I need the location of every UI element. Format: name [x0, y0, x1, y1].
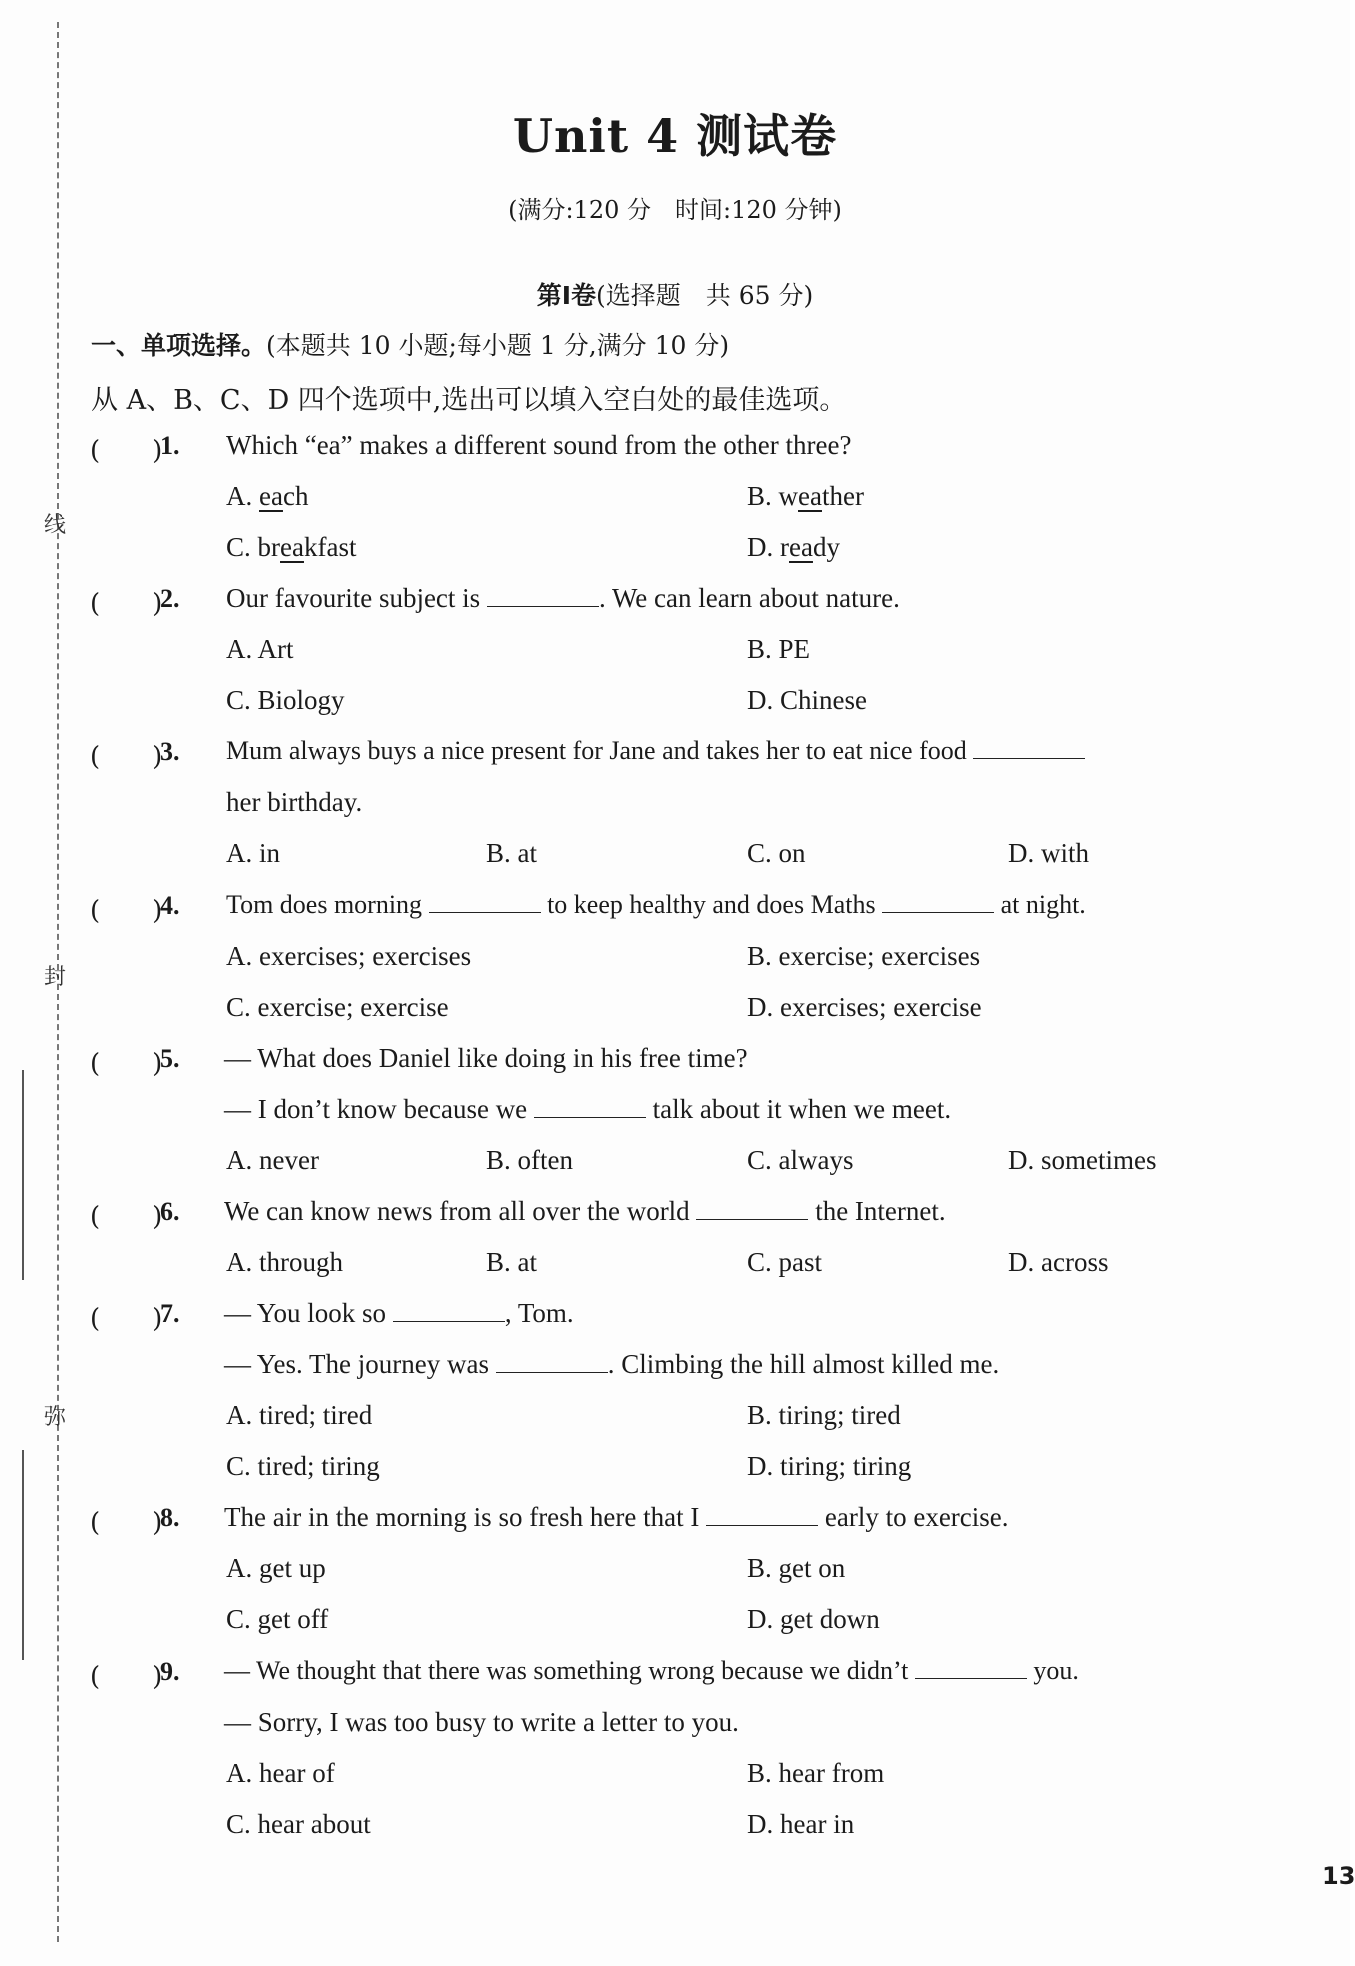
option-b[interactable]: B. tiring; tired	[747, 1400, 901, 1430]
option-c[interactable]: C. on	[747, 838, 806, 868]
question-stem: — We thought that there was something wrong because we didn’t you.	[224, 1656, 1079, 1685]
option-d[interactable]: D. hear in	[747, 1809, 855, 1839]
option-d[interactable]: D. with	[1008, 838, 1090, 868]
question-stem: — You look so , Tom.	[224, 1298, 574, 1328]
option-d[interactable]	[747, 532, 840, 563]
option-text: breakfast	[257, 532, 357, 562]
option-text: ready	[780, 532, 840, 562]
answer-paren[interactable]: ( )	[90, 1202, 163, 1232]
option-a[interactable]: A. Art	[226, 634, 294, 664]
option-c[interactable]: C. past	[747, 1247, 823, 1277]
question-stem: The air in the morning is so fresh here that I early to exercise.	[224, 1502, 1009, 1532]
option-b[interactable]: B. get on	[747, 1553, 846, 1583]
answer-paren[interactable]: ( )	[90, 1049, 163, 1079]
option-c[interactable]	[226, 532, 356, 563]
question-number: 8.	[160, 1503, 180, 1532]
option-d[interactable]: D. across	[1008, 1247, 1109, 1277]
part-label: 第Ⅰ卷	[536, 281, 597, 310]
answer-paren[interactable]: ( )	[90, 742, 163, 772]
option-letter: A.	[226, 481, 253, 511]
option-c[interactable]: C. hear about	[226, 1809, 371, 1839]
question-stem: Which “ea” makes a different sound from the other three?	[226, 430, 852, 460]
question-stem-cont: — I don’t know because we talk about it when we meet.	[224, 1094, 952, 1124]
option-c[interactable]: C. tired; tiring	[226, 1451, 380, 1481]
option-c[interactable]: C. exercise; exercise	[226, 992, 449, 1022]
option-letter: B.	[747, 481, 772, 511]
option-letter: D.	[747, 532, 774, 562]
question-stem: — What does Daniel like doing in his free time?	[224, 1043, 748, 1073]
binding-char-mi: 弥	[44, 1405, 67, 1430]
answer-blank[interactable]	[496, 1350, 608, 1373]
question-number: 4.	[160, 891, 180, 920]
question-stem: Mum always buys a nice present for Jane and takes her to eat nice food	[226, 736, 1085, 766]
option-a[interactable]: A. in	[226, 838, 281, 868]
question-stem: Our favourite subject is . We can learn about nature.	[226, 583, 900, 613]
binding-char-xian: 线	[44, 513, 67, 538]
option-b[interactable]: B. at	[486, 838, 538, 868]
question-stem-cont: — Yes. The journey was . Climbing the hill almost killed me.	[224, 1349, 1000, 1379]
answer-paren[interactable]: ( )	[90, 1508, 163, 1538]
option-c[interactable]: C. always	[747, 1145, 854, 1175]
part-note: (选择题 共 65 分)	[596, 281, 814, 310]
page-title: Unit 4 测试卷	[512, 109, 838, 163]
option-text: weather	[778, 481, 864, 511]
option-b[interactable]: B. exercise; exercises	[747, 941, 981, 971]
option-a[interactable]	[226, 481, 308, 512]
option-b[interactable]: B. at	[486, 1247, 538, 1277]
answer-paren[interactable]: ( )	[90, 896, 163, 926]
margin-rule	[22, 1070, 24, 1280]
answer-blank[interactable]	[973, 736, 1085, 759]
section-heading	[91, 326, 729, 362]
question-stem-cont: — Sorry, I was too busy to write a letter to you.	[224, 1707, 739, 1737]
option-a[interactable]: A. through	[226, 1247, 343, 1277]
option-d[interactable]: D. sometimes	[1008, 1145, 1157, 1175]
question-number: 6.	[160, 1197, 180, 1226]
question-stem-cont: her birthday.	[226, 787, 363, 817]
question-stem: Tom does morning to keep healthy and does Maths at night.	[226, 890, 1086, 919]
answer-paren[interactable]: ( )	[90, 1304, 163, 1334]
answer-blank[interactable]	[696, 1197, 808, 1220]
option-b[interactable]: B. hear from	[747, 1758, 885, 1788]
section-note: (本题共 10 小题;每小题 1 分,满分 10 分)	[266, 331, 730, 360]
answer-blank[interactable]	[915, 1656, 1027, 1679]
question-number: 2.	[160, 584, 180, 613]
answer-paren[interactable]: ( )	[90, 436, 163, 466]
score-time-info: (满分:120 分 时间:120 分钟)	[508, 196, 842, 224]
answer-blank[interactable]	[429, 890, 541, 913]
option-b[interactable]: B. often	[486, 1145, 573, 1175]
answer-blank[interactable]	[487, 584, 599, 607]
option-c[interactable]: C. get off	[226, 1604, 329, 1634]
binding-char-feng: 封	[44, 965, 67, 990]
question-stem: We can know news from all over the world the Internet.	[224, 1196, 946, 1226]
margin-rule	[22, 1450, 24, 1660]
option-a[interactable]: A. hear of	[226, 1758, 335, 1788]
question-number: 5.	[160, 1044, 180, 1073]
part-heading	[0, 276, 1350, 312]
option-d[interactable]: D. exercises; exercise	[747, 992, 982, 1022]
question-number: 9.	[160, 1657, 180, 1686]
option-letter: C.	[226, 532, 251, 562]
page-number: 13	[1322, 1862, 1355, 1890]
answer-blank[interactable]	[882, 890, 994, 913]
question-number: 3.	[160, 737, 180, 766]
option-a[interactable]: A. tired; tired	[226, 1400, 373, 1430]
answer-blank[interactable]	[706, 1503, 818, 1526]
answer-blank[interactable]	[534, 1095, 646, 1118]
option-a[interactable]: A. get up	[226, 1553, 326, 1583]
answer-paren[interactable]: ( )	[90, 1662, 163, 1692]
option-a[interactable]: A. never	[226, 1145, 319, 1175]
question-number: 1.	[160, 431, 180, 460]
question-number: 7.	[160, 1299, 180, 1328]
option-c[interactable]: C. Biology	[226, 685, 345, 715]
section-instruction: 从 A、B、C、D 四个选项中,选出可以填入空白处的最佳选项。	[91, 385, 847, 416]
option-b[interactable]: B. PE	[747, 634, 811, 664]
option-a[interactable]: A. exercises; exercises	[226, 941, 472, 971]
option-d[interactable]: D. Chinese	[747, 685, 867, 715]
option-b[interactable]	[747, 481, 864, 512]
option-d[interactable]: D. get down	[747, 1604, 880, 1634]
section-label: 一、单项选择。	[91, 331, 267, 360]
answer-blank[interactable]	[393, 1299, 505, 1322]
option-text: each	[259, 481, 309, 511]
option-d[interactable]: D. tiring; tiring	[747, 1451, 912, 1481]
answer-paren[interactable]: ( )	[90, 589, 163, 619]
